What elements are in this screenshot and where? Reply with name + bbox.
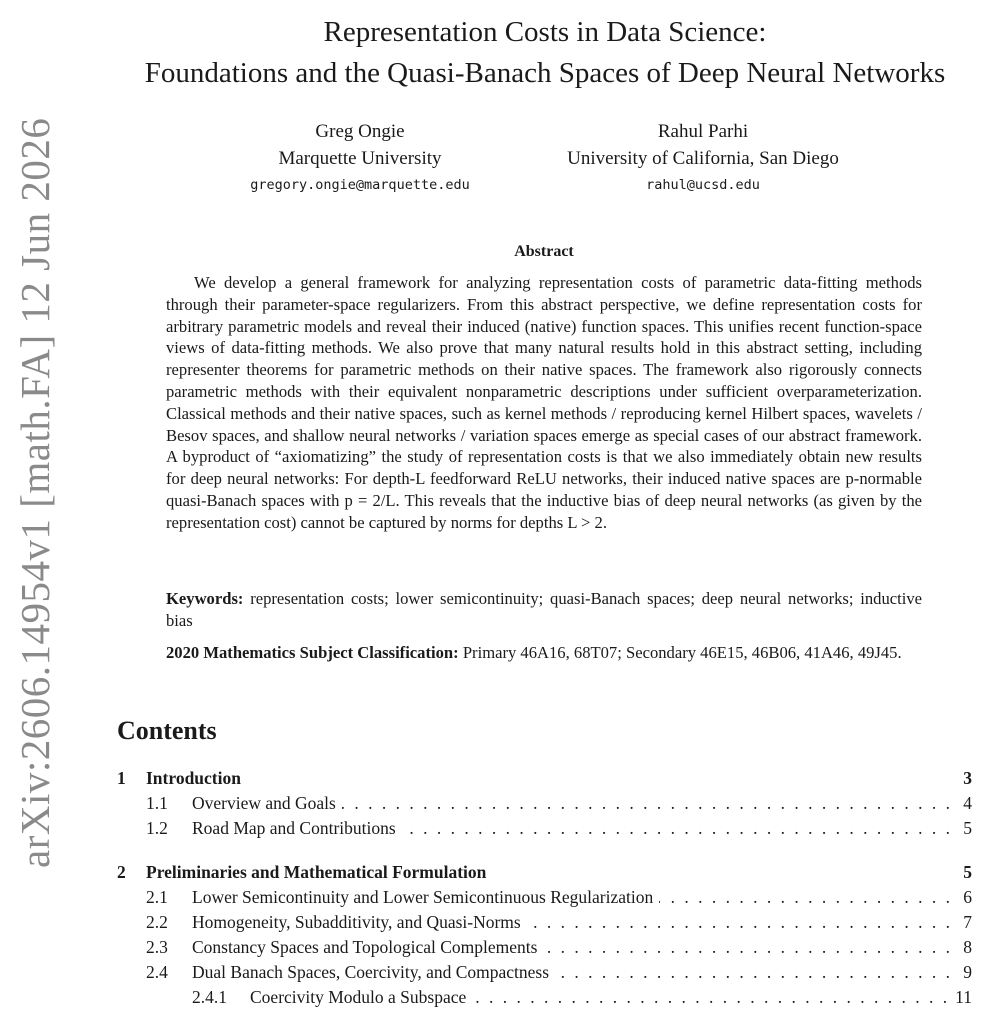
toc-leader	[555, 962, 950, 983]
abstract-text: We develop a general framework for analyzing representation costs of parametric data-fitting methods through their parameter-space regularizers. From this abstract perspective, we define representation costs for arbitrary parametric models and reveal their induced (native) function spaces. This unifies recent function-space views of data-fitting methods. We also prove that many natural results hold in this abstract setting, including representer theorems for parametric methods on their native spaces. The framework also rigorously connects parametric methods with their equivalent nonparametric descriptions under sufficient overparameterization. Classical methods and their native spaces, such as kernel methods / reproducing kernel Hilbert spaces, wavelets / Besov spaces, and shallow neural networks / variation spaces emerge as special cases of our abstract framework. A byproduct of “axiomatizing” the study of representation costs is that we also immediately obtain new results for deep neural networks: For depth-L feedforward ReLU networks, their induced native spaces are p-normable quasi-Banach spaces with p = 2/L. This reveals that the inductive bias of deep neural networks (as given by the representation cost) cannot be captured by norms for depths L > 2.	[166, 273, 922, 532]
toc-page: 5	[963, 818, 972, 838]
keywords-text: representation costs; lower semicontinuity; quasi-Banach spaces; deep neural networks; inductive bias	[166, 589, 922, 630]
keywords	[166, 588, 922, 632]
msc-classification	[166, 642, 922, 664]
author-affiliation: University of California, San Diego	[567, 148, 839, 169]
toc-entry[interactable]	[117, 793, 972, 818]
toc-page: 4	[963, 793, 972, 813]
toc-page: 11	[955, 987, 972, 1007]
toc-number: 2.4	[146, 962, 168, 982]
toc-title: Road Map and Contributions	[192, 818, 396, 838]
author-name: Greg Ongie	[315, 121, 405, 142]
toc-number: 1.2	[146, 818, 168, 838]
toc-leader	[659, 887, 950, 908]
author-name: Rahul Parhi	[657, 121, 749, 142]
toc-title: Lower Semicontinuity and Lower Semicontinuous Regularization	[192, 887, 654, 907]
toc-entry[interactable]	[117, 962, 972, 987]
abstract-heading: Abstract	[514, 243, 574, 260]
toc-page: 8	[963, 937, 972, 957]
title-line-2: Foundations and the Quasi-Banach Spaces of Deep Neural Networks	[144, 57, 946, 89]
msc-label: 2020 Mathematics Subject Classification:	[166, 643, 459, 662]
toc-page: 5	[963, 862, 972, 882]
toc-page: 9	[963, 962, 972, 982]
toc-page: 3	[963, 768, 972, 788]
author-email: gregory.ongie@marquette.edu	[250, 177, 470, 193]
toc-number: 2.4.1	[192, 987, 227, 1007]
author-affiliation: Marquette University	[278, 148, 442, 169]
toc-leader	[527, 912, 950, 933]
toc-entry[interactable]	[117, 912, 972, 937]
title-line-1: Representation Costs in Data Science:	[323, 16, 767, 48]
toc-number: 2	[117, 862, 126, 882]
toc-number: 2.1	[146, 887, 168, 907]
toc-entry[interactable]	[117, 887, 972, 912]
author-email: rahul@ucsd.edu	[646, 177, 760, 193]
toc-entry[interactable]	[117, 768, 972, 793]
toc-title: Constancy Spaces and Topological Complements	[192, 937, 538, 957]
toc-title: Dual Banach Spaces, Coercivity, and Compactness	[192, 962, 550, 982]
toc-number: 1.1	[146, 793, 168, 813]
toc-title: Overview and Goals	[192, 793, 336, 813]
arxiv-identifier-stamp: arXiv:2606.14954v1 [math.FA] 12 Jun 2026	[12, 117, 58, 868]
toc-leader	[402, 818, 950, 839]
toc-leader	[543, 937, 950, 958]
toc-entry[interactable]	[117, 818, 972, 843]
msc-text: Primary 46A16, 68T07; Secondary 46E15, 46B06, 41A46, 49J45.	[462, 643, 902, 662]
keywords-label: Keywords:	[166, 589, 244, 608]
toc-entry[interactable]	[117, 937, 972, 962]
table-of-contents	[117, 768, 972, 1012]
toc-number: 1	[117, 768, 126, 788]
toc-leader	[472, 987, 947, 1008]
toc-title: Introduction	[146, 768, 241, 788]
toc-title: Coercivity Modulo a Subspace	[250, 987, 467, 1007]
paper-title	[100, 12, 985, 94]
toc-leader	[342, 793, 950, 814]
author-2	[540, 118, 866, 199]
toc-title: Homogeneity, Subadditivity, and Quasi-Norms	[192, 912, 521, 932]
toc-number: 2.3	[146, 937, 168, 957]
toc-number: 2.2	[146, 912, 168, 932]
contents-heading: Contents	[117, 716, 217, 745]
author-1	[220, 118, 500, 199]
toc-entry[interactable]	[117, 862, 972, 887]
toc-title: Preliminaries and Mathematical Formulation	[146, 862, 487, 882]
toc-page: 7	[963, 912, 972, 932]
toc-page: 6	[963, 887, 972, 907]
